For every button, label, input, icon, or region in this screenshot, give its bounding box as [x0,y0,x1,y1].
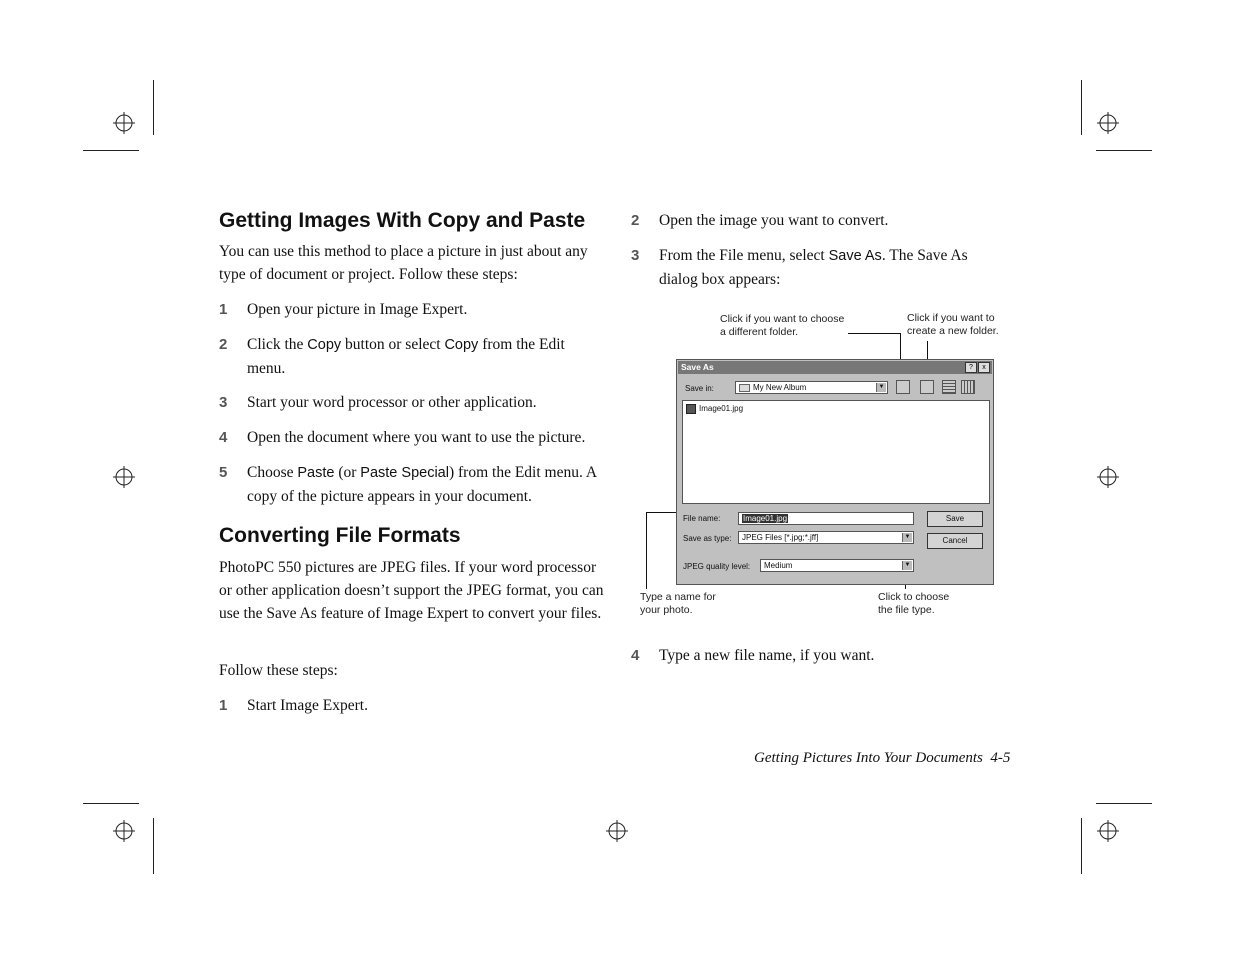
step-text [247,426,604,449]
file-name-input[interactable] [738,512,914,525]
save-button[interactable]: Save [927,511,983,527]
ui-term: Paste [297,465,335,481]
registration-mark-icon [1097,112,1119,134]
step-text [659,244,1001,291]
registration-mark-icon [113,820,135,842]
registration-mark-icon [606,820,628,842]
registration-mark-icon [113,112,135,134]
save-as-type-label: Save as type: [683,534,732,543]
step-text-part: ) from the Edit menu. A copy of the picture appears in your document. [247,464,597,505]
ui-term: Copy [307,337,342,353]
file-list[interactable] [682,400,990,504]
page-number: 4-5 [990,750,1011,766]
callout-new-folder: Click if you want to create a new folder. [907,312,999,337]
registration-mark-icon [1097,466,1119,488]
save-as-dialog [676,359,994,585]
follow-steps-paragraph: Follow these steps: [219,662,338,679]
step-number: 3 [631,247,640,264]
chevron-down-icon: ▼ [902,533,912,542]
step-number: 1 [219,301,228,318]
dialog-title-bar [678,361,992,374]
step-text-part: Choose [247,464,298,481]
step-text [247,391,604,414]
step-text-part: . The Save As dialog box appears: [659,247,968,288]
heading-copy-paste: Getting Images With Copy and Paste [219,209,586,232]
file-item-name: Image01.jpg [699,404,744,414]
step-text [247,298,604,321]
callout-type-name: Type a name for your photo. [640,591,716,616]
step-number: 1 [219,697,228,714]
close-button[interactable]: x [978,362,990,373]
step-text-part: Open your picture in Image Expert. [247,301,468,318]
registration-mark-icon [1097,820,1119,842]
step-number: 2 [631,212,640,229]
new-folder-icon[interactable] [920,380,934,394]
step-text-part: Type a new file name, if you want. [659,647,875,664]
list-item[interactable] [686,404,743,414]
callout-choose-folder: Click if you want to choose a different folder. [720,313,845,338]
file-name-label: File name: [683,514,721,523]
page-footer [754,750,1010,767]
step-text [247,333,604,380]
registration-mark-icon [113,466,135,488]
image-file-icon [686,404,696,414]
save-in-value: My New Album [753,383,807,392]
step-text-part: from the Edit menu. [247,336,565,377]
folder-icon [739,384,750,392]
file-name-value: Image01.jpg [743,514,788,523]
ui-term: Paste Special [360,465,449,481]
step-number: 3 [219,394,228,411]
step-number: 5 [219,464,228,481]
callout-file-type: Click to choose the file type. [878,591,950,616]
heading-converting: Converting File Formats [219,524,461,547]
step-number: 4 [219,429,228,446]
step-text-part: Click the [247,336,308,353]
step-text-part: (or [334,464,361,481]
step-text-part: From the File menu, select [659,247,829,264]
ui-term: Copy [444,337,479,353]
up-folder-icon[interactable] [896,380,910,394]
step-text [247,694,604,717]
step-text-part: Start your word processor or other application. [247,394,537,411]
chevron-down-icon: ▼ [902,561,912,570]
chevron-down-icon: ▼ [876,383,886,392]
quality-select[interactable] [760,559,914,572]
save-in-select[interactable] [735,381,888,394]
step-text [247,461,604,508]
save-as-type-select[interactable] [738,531,914,544]
ui-term: Save As [828,248,882,264]
help-button[interactable]: ? [965,362,977,373]
details-view-icon[interactable] [961,380,975,394]
step-text-part: Open the document where you want to use the picture. [247,429,586,446]
step-number: 2 [219,336,228,353]
save-as-type-value: JPEG Files [*.jpg;*.jff] [742,533,819,542]
dialog-title: Save As [681,362,714,372]
step-text-part: button or select [341,336,445,353]
step-text [659,644,1001,667]
quality-value: Medium [764,561,793,570]
converting-paragraph: PhotoPC 550 pictures are JPEG files. If your word processor or other application doesn’t support the JPEG format, you can use the Save As feature of Image Expert to convert your files. [219,559,604,622]
step-number: 4 [631,647,640,664]
step-text-part: Open the image you want to convert. [659,212,889,229]
running-title: Getting Pictures Into Your Documents [754,750,983,766]
list-view-icon[interactable] [942,380,956,394]
step-text [659,209,1001,232]
quality-label: JPEG quality level: [683,562,751,571]
cancel-button[interactable]: Cancel [927,533,983,549]
intro-paragraph: You can use this method to place a picture in just about any type of document or project. Follow these steps: [219,243,588,283]
step-text-part: Start Image Expert. [247,697,368,714]
save-in-label: Save in: [685,384,714,393]
